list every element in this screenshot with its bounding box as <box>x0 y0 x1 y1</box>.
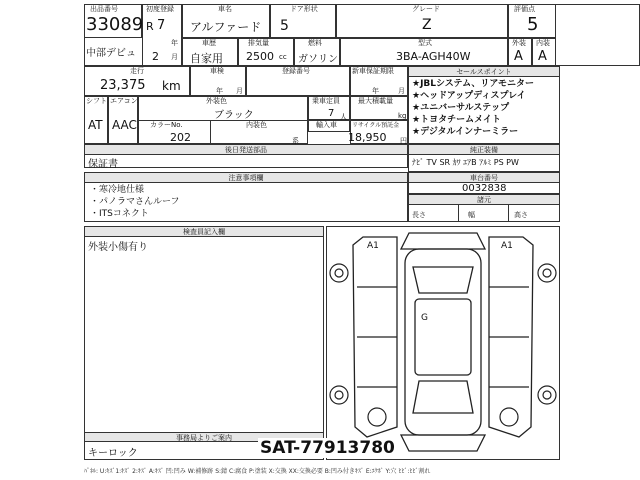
top-view-body <box>405 249 481 435</box>
equipment-label: 純正装備 <box>409 145 559 155</box>
recycle-label: リサイクル預託金 <box>352 122 400 129</box>
rear-bumper <box>401 435 485 451</box>
max-load-label: 最大積載量 <box>358 97 393 105</box>
inspection-month-unit: 月 <box>236 87 243 95</box>
seats-unit: 人 <box>340 113 347 121</box>
roof <box>415 299 471 375</box>
rear-window <box>413 381 473 413</box>
score-label: 評価点 <box>514 5 535 13</box>
wheel-icon <box>335 391 343 399</box>
displacement-unit: cc <box>279 53 287 61</box>
year-unit: 年 <box>171 39 178 47</box>
damage-mark: G <box>421 313 428 323</box>
warranty-year-unit: 年 <box>372 87 379 95</box>
inspection-label: 検査員記入欄 <box>85 227 323 237</box>
mileage-value: 23,375 <box>100 78 146 93</box>
warranty-month-unit: 月 <box>398 87 405 95</box>
era: R <box>146 20 154 33</box>
color-no-label: カラーNo. <box>150 121 183 129</box>
ext-color-label: 外装色 <box>206 97 227 105</box>
inspection-box-main <box>84 226 324 460</box>
int-label: 内装 <box>536 39 550 47</box>
sales-point-item: ★ユニバーサルステップ <box>412 103 510 113</box>
note-item: ・ITSコネクト <box>90 209 149 219</box>
shift-value: AT <box>88 118 103 132</box>
seats-value: 7 <box>328 108 335 119</box>
office-label: 事務局よりご案内 <box>85 432 323 442</box>
import-label: 輸入車 <box>316 121 337 129</box>
dims-width: 幅 <box>468 211 475 219</box>
recycle-value: 18,950 <box>348 131 387 144</box>
lot-label: 出品番号 <box>90 5 118 13</box>
first-reg-label: 初度登録 <box>146 5 174 13</box>
sales-point-item: ★JBLシステム、リアモニター <box>412 79 535 89</box>
dims-height: 高さ <box>514 211 528 219</box>
series-unit: 系 <box>292 137 299 145</box>
debut-text: 中部デビュ <box>86 48 136 59</box>
warranty-label: 新車保証期限 <box>352 67 394 75</box>
score-value: 5 <box>527 14 539 35</box>
seats-label: 乗車定員 <box>312 97 340 105</box>
ext-color-value: ブラック <box>214 110 254 121</box>
doors-value: 5 <box>280 18 289 34</box>
sales-points-list <box>412 78 534 138</box>
usage-label: 車歴 <box>202 39 216 47</box>
car-outline-svg <box>327 227 559 459</box>
notes-label: 注意事項欄 <box>85 173 407 183</box>
mileage-unit: km <box>162 79 181 93</box>
ac-label: エアコン <box>110 97 138 105</box>
ext-grade: A <box>514 49 523 64</box>
fuel-label: 燃料 <box>308 39 322 47</box>
damage-mark: A1 <box>501 241 513 251</box>
usage-value: 自家用 <box>190 52 223 65</box>
notes-list <box>90 184 180 220</box>
ac-value: AAC <box>112 118 137 132</box>
wheel-icon <box>330 264 348 282</box>
int-grade: A <box>538 49 547 64</box>
front-bumper <box>401 233 485 249</box>
chassis-label: 車台番号 <box>409 173 559 183</box>
sales-point-item: ★ヘッドアップディスプレイ <box>412 91 526 101</box>
office-value: キーロック <box>88 448 138 459</box>
windshield <box>413 267 473 293</box>
wheel-icon <box>500 408 518 426</box>
color-no-value: 202 <box>170 131 191 144</box>
shift-label: シフト <box>86 97 107 105</box>
note-item: ・寒冷地仕様 <box>90 185 145 195</box>
inspection-value: 外装小傷有り <box>88 242 148 253</box>
wheel-icon <box>330 386 348 404</box>
month-unit: 月 <box>171 53 178 61</box>
car-diagram <box>326 226 560 460</box>
wheel-icon <box>538 264 556 282</box>
note-item: ・パノラマさんルーフ <box>90 197 180 207</box>
grade-label: グレード <box>412 5 440 13</box>
lot-number: 33089 <box>86 14 144 35</box>
dims-length: 長さ <box>412 211 426 219</box>
int-color-label: 内装色 <box>246 121 267 129</box>
chassis-value: 0032838 <box>462 183 507 194</box>
grade-value: Z <box>422 17 432 33</box>
month: 2 <box>152 50 159 63</box>
model-label: 型式 <box>418 39 432 47</box>
mileage-label: 走行 <box>130 67 144 75</box>
ext-label: 外装 <box>512 39 526 47</box>
wheel-icon <box>335 269 343 277</box>
footer-legend: ﾊﾟﾈﾙ: U:ｷｽﾞ1:ｷｽﾞ 2:ｷｽﾞ A:ｷｽﾞ 凹:凹み W:補修跡 S:錆 C:腐食 P:塗装 X:交換 XX:交換必要 B:凹み付きｷｽﾞ E:ｴｸﾎﾞ Y:穴 ﾋﾋﾞ:ﾋﾋﾞ割れ <box>84 468 431 475</box>
inspection-label: 車検 <box>210 67 224 75</box>
dims-label: 諸元 <box>409 195 559 205</box>
sales-point-item: ★デジタルインナーミラー <box>412 127 519 137</box>
model-value: 3BA-AGH40W <box>396 50 471 63</box>
damage-mark: A1 <box>367 241 379 251</box>
wheel-icon <box>368 408 386 426</box>
inspection-year-unit: 年 <box>216 87 223 95</box>
doors-label: ドア形状 <box>290 5 318 13</box>
car-name: アルファード <box>190 20 262 34</box>
parts-label: 後日発送部品 <box>85 145 407 155</box>
wheel-icon <box>543 391 551 399</box>
displacement-label: 排気量 <box>248 39 269 47</box>
sales-point-item: ★トヨタチームメイト <box>412 115 501 125</box>
wheel-icon <box>538 386 556 404</box>
fuel-value: ガソリン <box>298 54 338 65</box>
displacement-value: 2500 <box>246 50 274 63</box>
wheel-icon <box>543 269 551 277</box>
recycle-unit: 円 <box>400 137 407 145</box>
reg-number-label: 登録番号 <box>282 67 310 75</box>
parts-value: 保証書 <box>88 159 118 170</box>
max-load-unit: kg <box>398 112 407 120</box>
equipment-value: ﾅﾋﾞ TV SR ｶﾜ ｴｱB ｱﾙﾐ PS PW <box>412 158 519 167</box>
stock-id: SAT-77913780 <box>260 438 395 458</box>
sales-points-label: セールスポイント <box>409 67 559 77</box>
car-name-label: 車名 <box>218 5 232 13</box>
year: 7 <box>157 18 166 33</box>
